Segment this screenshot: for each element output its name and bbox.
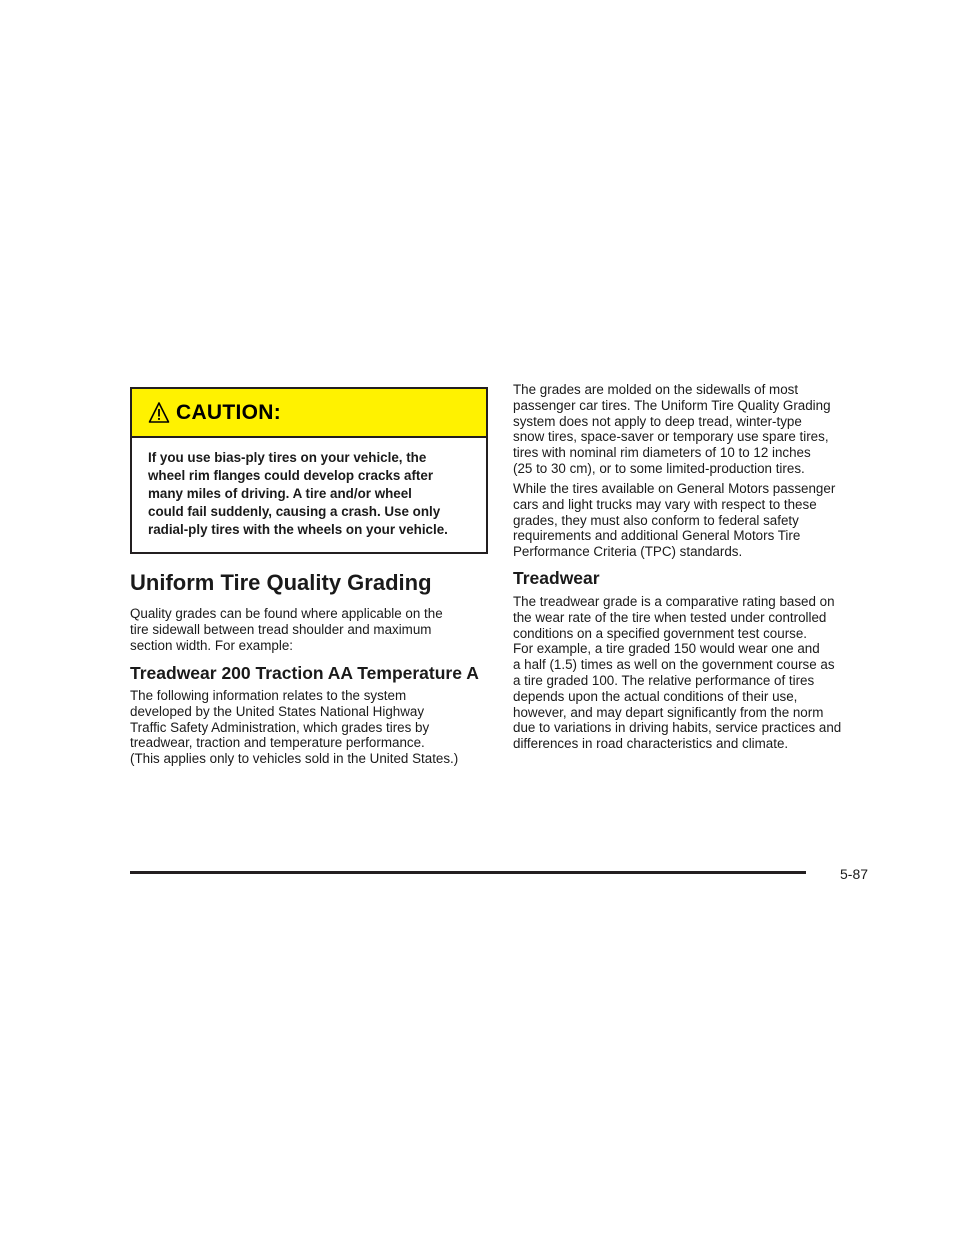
text-line: differences in road characteristics and climate.	[513, 736, 789, 752]
text-line: The following information relates to the system	[130, 688, 407, 703]
text-line: The treadwear grade is a comparative rating based on	[513, 594, 835, 609]
caution-line: many miles of driving. A tire and/or wheel	[148, 486, 412, 501]
text-line: a half (1.5) times as well on the government course as	[513, 657, 835, 673]
text-line: cars and light trucks may vary with respect to these	[513, 496, 817, 512]
text-line: The grades are molded on the sidewalls of most	[513, 382, 799, 397]
text-line: Performance Criteria (TPC) standards.	[513, 544, 743, 560]
footer-rule	[130, 871, 806, 874]
caution-line: wheel rim flanges could develop cracks after	[148, 468, 434, 483]
treadwear-heading: Treadwear	[513, 568, 600, 588]
text-line: system does not apply to deep tread, winter-type	[513, 413, 802, 429]
caution-text	[132, 438, 486, 552]
caution-line: If you use bias-ply tires on your vehicle, the	[148, 450, 427, 465]
text-line: (25 to 30 cm), or to some limited-production tires.	[513, 460, 805, 476]
caution-header	[132, 389, 486, 438]
text-line: developed by the United States National Highway	[130, 703, 425, 719]
molded-grades-paragraph	[513, 382, 831, 477]
text-line: the wear rate of the tire when tested under controlled	[513, 609, 827, 625]
caution-box	[130, 387, 488, 554]
text-line: requirements and additional General Motors Tire	[513, 528, 801, 544]
example-grade-heading: Treadwear 200 Traction AA Temperature A	[130, 663, 479, 683]
uniform-grading-paragraph	[130, 606, 443, 653]
page-number: 5-87	[840, 866, 869, 882]
treadwear-paragraph	[513, 594, 841, 752]
uniform-grading-heading: Uniform Tire Quality Grading	[130, 570, 432, 595]
text-line: Traffic Safety Administration, which grades tires by	[130, 719, 430, 735]
caution-line: could fail suddenly, causing a crash. Use only	[148, 504, 441, 519]
text-line: passenger car tires. The Uniform Tire Quality Grading	[513, 397, 831, 413]
text-line: tire sidewall between tread shoulder and maximum	[130, 621, 432, 637]
text-line: due to variations in driving habits, service practices and	[513, 720, 842, 736]
warning-triangle-icon	[148, 401, 170, 425]
text-line: a tire graded 100. The relative performance of tires	[513, 672, 815, 688]
text-line: (This applies only to vehicles sold in the United States.)	[130, 751, 459, 767]
text-line: Quality grades can be found where applicable on the	[130, 606, 443, 621]
text-line: depends upon the actual conditions of their use,	[513, 688, 798, 704]
text-line: For example, a tire graded 150 would wear one and	[513, 641, 820, 657]
text-line: however, and may depart significantly from the norm	[513, 704, 824, 720]
caution-line: radial-ply tires with the wheels on your vehicle.	[148, 522, 448, 537]
text-line: conditions on a specified government test course.	[513, 625, 808, 641]
caution-title: CAUTION:	[176, 400, 282, 424]
text-line: While the tires available on General Motors passenger	[513, 481, 836, 496]
text-line: tires with nominal rim diameters of 10 to 12 inches	[513, 445, 811, 461]
text-line: grades, they must also conform to federal safety	[513, 512, 799, 528]
text-line: snow tires, space-saver or temporary use spare tires,	[513, 429, 829, 445]
example-grade-paragraph	[130, 688, 458, 767]
text-line: section width. For example:	[130, 637, 293, 653]
federal-standards-paragraph	[513, 481, 835, 560]
text-line: treadwear, traction and temperature performance.	[130, 735, 425, 751]
